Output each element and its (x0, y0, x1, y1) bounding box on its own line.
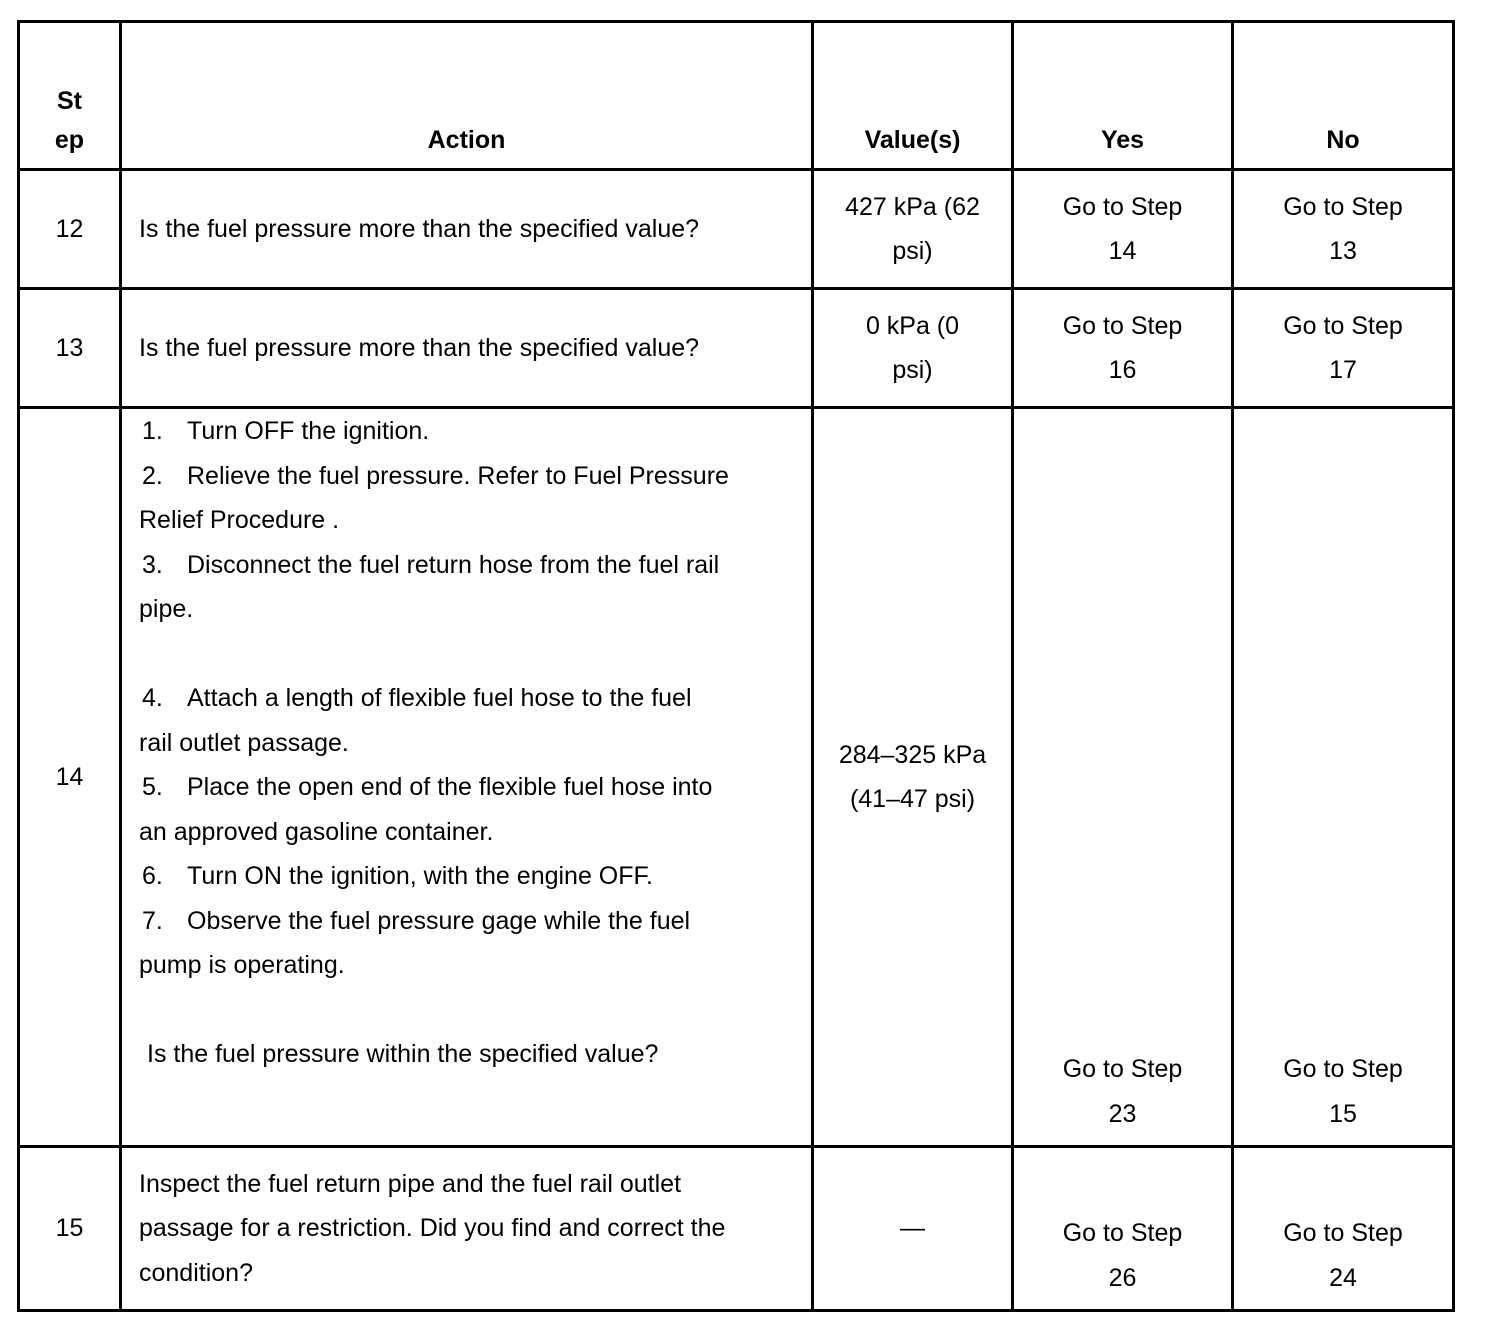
step-number: 14 (19, 408, 121, 1147)
value-cell: — (813, 1147, 1013, 1311)
yes-cell: Go to Step 14 (1013, 170, 1233, 289)
header-action: Action (121, 22, 813, 170)
procedure-item: 5. Place the open end of the flexible fuel hose into an approved gasoline container. (139, 773, 713, 846)
yes-cell: Go to Step 16 (1013, 289, 1233, 408)
table-row (19, 408, 1454, 1147)
value-cell: 0 kPa (0 psi) (813, 289, 1013, 408)
value-cell: 284–325 kPa (41–47 psi) (813, 408, 1013, 1147)
step-number: 12 (19, 170, 121, 289)
step-number: 13 (19, 289, 121, 408)
procedure-item: 7. Observe the fuel pressure gage while the fuel pump is operating. (139, 906, 691, 979)
action-text: Is the fuel pressure more than the specified value? (121, 170, 813, 289)
procedure-item: 1. Turn OFF the ignition. (142, 417, 430, 445)
procedure-item: 3. Disconnect the fuel return hose from the fuel rail pipe. (139, 550, 720, 623)
header-row (19, 22, 1454, 170)
table-row (19, 289, 1454, 408)
table-row (19, 170, 1454, 289)
no-cell: Go to Step 15 (1233, 408, 1454, 1147)
procedure-question: Is the fuel pressure within the specified value? (147, 1040, 659, 1068)
header-no: No (1233, 22, 1454, 170)
header-values: Value(s) (813, 22, 1013, 170)
no-cell: Go to Step 17 (1233, 289, 1454, 408)
yes-cell: Go to Step 23 (1013, 408, 1233, 1147)
action-text: Inspect the fuel return pipe and the fuel rail outlet passage for a restriction. Did you find and correct the condition? (121, 1147, 813, 1311)
value-cell: 427 kPa (62 psi) (813, 170, 1013, 289)
procedure-item: 4. Attach a length of flexible fuel hose to the fuel rail outlet passage. (139, 684, 692, 757)
diagnostic-table (17, 20, 1455, 1312)
header-step: St ep (19, 22, 121, 170)
no-cell: Go to Step 13 (1233, 170, 1454, 289)
action-procedure (121, 408, 813, 1147)
procedure-item: 2. Relieve the fuel pressure. Refer to Fuel Pressure Relief Procedure . (139, 461, 729, 534)
procedure-item: 6. Turn ON the ignition, with the engine OFF. (142, 862, 653, 890)
action-text: Is the fuel pressure more than the specified value? (121, 289, 813, 408)
yes-cell: Go to Step 26 (1013, 1147, 1233, 1311)
no-cell: Go to Step 24 (1233, 1147, 1454, 1311)
table-row (19, 1147, 1454, 1311)
step-number: 15 (19, 1147, 121, 1311)
header-yes: Yes (1013, 22, 1233, 170)
